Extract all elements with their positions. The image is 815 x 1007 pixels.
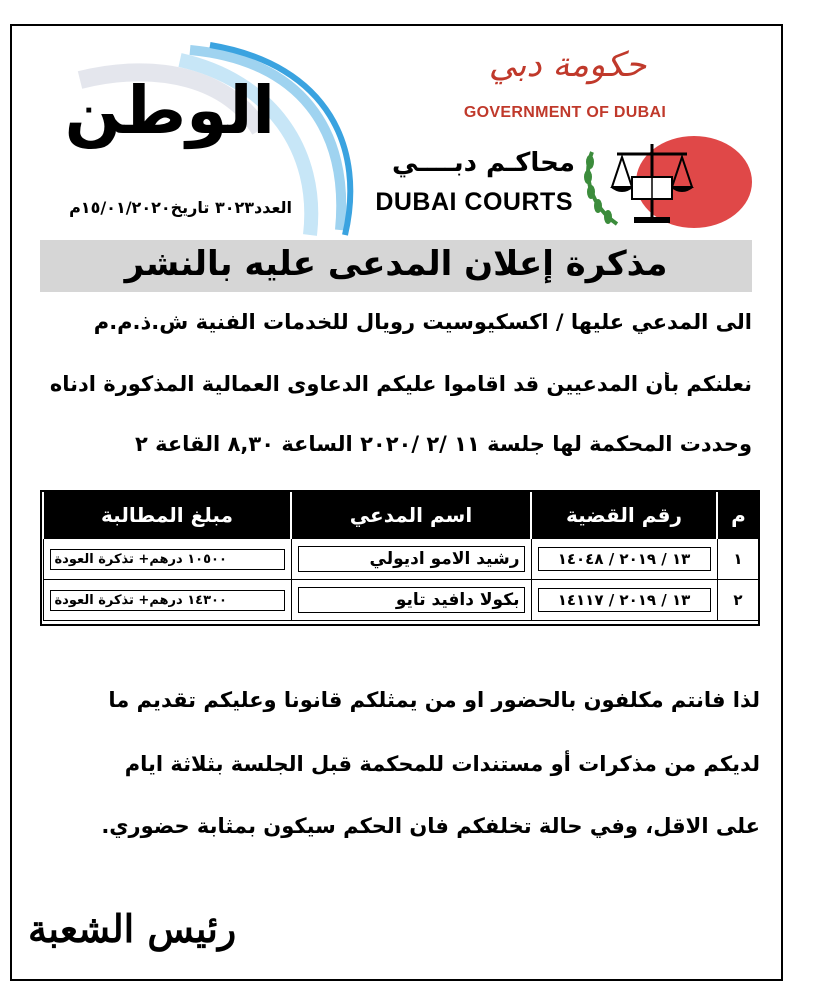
government-name-arabic: حكومة دبي xyxy=(488,45,647,85)
closing-line-2: لديكم من مذكرات أو مستندات للمحكمة قبل الجلسة بثلاثة ايام xyxy=(124,752,760,776)
signature-title: رئيس الشعبة xyxy=(28,906,237,951)
claim-amount-value: ١٤٣٠٠ درهم+ تذكرة العودة xyxy=(50,590,285,611)
dubai-courts-logo xyxy=(582,132,752,232)
row-number: ٢ xyxy=(717,580,759,621)
case-number-value: ١٣ / ٢٠١٩ / ١٤١١٧ xyxy=(538,588,711,612)
plaintiff-name-value: رشيد الامو اديولي xyxy=(298,546,525,572)
newspaper-name: الوطن xyxy=(64,72,275,149)
table-header-row xyxy=(43,492,759,539)
government-name-english: GOVERNMENT OF DUBAI xyxy=(463,104,667,121)
table-row xyxy=(43,580,759,621)
notice-title: مذكرة إعلان المدعى عليه بالنشر xyxy=(124,244,668,284)
defendant-line: الى المدعي عليها / اكسكيوسيت رويال للخدمات الفنية ش.ذ.م.م xyxy=(93,310,752,334)
claim-amount xyxy=(43,539,291,580)
case-number-value: ١٣ / ٢٠١٩ / ١٤٠٤٨ xyxy=(538,547,711,571)
col-header-claim-amount: مبلغ المطالبة xyxy=(43,492,291,539)
courts-name-english: DUBAI COURTS xyxy=(375,188,573,216)
issue-date: العدد٣٠٢٣ تاريخ١٥/٠١/٢٠٢٠م xyxy=(69,198,292,217)
courts-name-arabic: محاكـم دبــــي xyxy=(391,148,575,178)
col-header-number: م xyxy=(717,492,759,539)
case-number xyxy=(531,580,717,621)
col-header-case-number: رقم القضية xyxy=(531,492,717,539)
closing-line-1: لذا فانتم مكلفون بالحضور او من يمثلكم قانونا وعليكم تقديم ما xyxy=(108,688,760,712)
closing-line-3: على الاقل، وفي حالة تخلفكم فان الحكم سيكون بمثابة حضوري. xyxy=(101,814,760,838)
plaintiff-name xyxy=(291,539,531,580)
claim-amount xyxy=(43,580,291,621)
col-header-plaintiff: اسم المدعي xyxy=(291,492,531,539)
hearing-line: وحددت المحكمة لها جلسة ١١ /٢ /٢٠٢٠ الساعة ٨,٣٠ القاعة ٢ xyxy=(134,432,752,456)
table-row xyxy=(43,539,759,580)
plaintiff-name-value: بكولا دافيد تايو xyxy=(298,587,525,613)
cases-table xyxy=(40,490,760,626)
claim-amount-value: ١٠٥٠٠ درهم+ تذكرة العودة xyxy=(50,549,285,570)
notice-line: نعلنكم بأن المدعيين قد اقاموا عليكم الدعاوى العمالية المذكورة ادناه xyxy=(49,372,752,396)
row-number: ١ xyxy=(717,539,759,580)
case-number xyxy=(531,539,717,580)
plaintiff-name xyxy=(291,580,531,621)
